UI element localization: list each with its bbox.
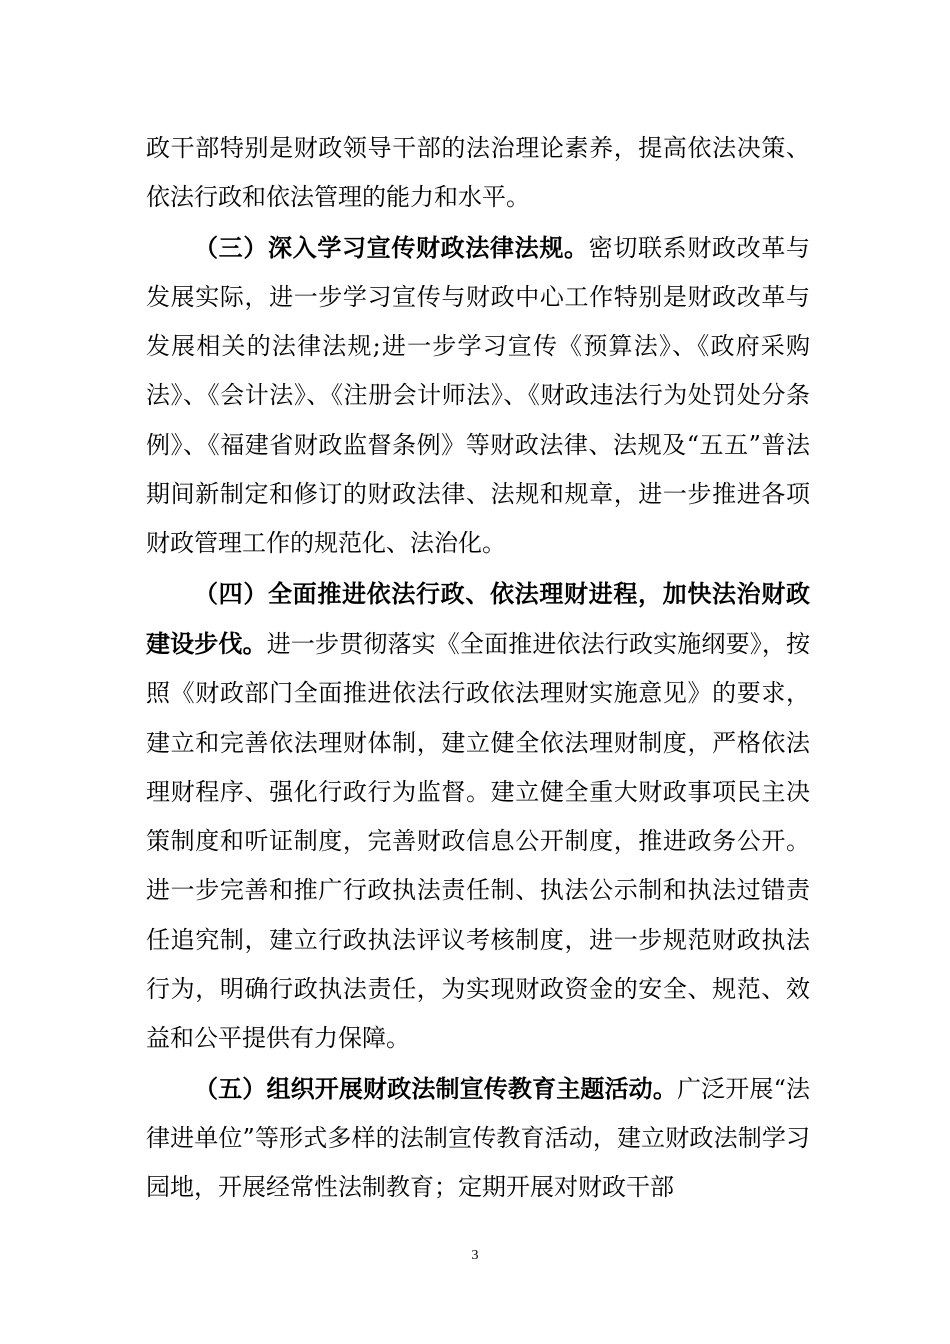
paragraph-section-5 <box>146 1064 810 1213</box>
paragraph-text: 广泛开展“法律进单位”等形式多样的法制宣传教育活动，建立财政法制学习园地，开展经常性法制教育；定期开展对财政干部 <box>146 1074 810 1202</box>
paragraph-section-4 <box>146 569 810 1064</box>
paragraph-text: 密切联系财政改革与发展实际，进一步学习宣传与财政中心工作特别是财政改革与发展相关的法律法规;进一步学习宣传《预算法》、《政府采购法》、《会计法》、《注册会计师法》、《财政违法行为处罚处分条例》、《福建省财政监督条例》等财政法律、法规及“五五”普法期间新制定和修订的财政法律、法规和规章，进一步推进各项财政管理工作的规范化、法治化。 <box>146 233 811 558</box>
section-heading: （三）深入学习宣传财政法律法规。 <box>194 232 589 262</box>
paragraph-text: 进一步贯彻落实《全面推进依法行政实施纲要》，按照《财政部门全面推进依法行政依法理财实施意见》的要求，建立和完善依法理财体制，建立健全依法理财制度，严格依法理财程序、强化行政行为监督。建立健全重大财政事项民主决策制度和听证制度，完善财政信息公开制度，推进政务公开。进一步完善和推广行政执法责任制、执法公示制和执法过错责任追究制，建立行政执法评议考核制度，进一步规范财政执法行为，明确行政执法责任，为实现财政资金的安全、规范、效益和公平提供有力保障。 <box>146 629 811 1053</box>
section-heading: （五）组织开展财政法制宣传教育主题活动。 <box>194 1073 677 1103</box>
page-number: 3 <box>471 1248 479 1263</box>
paragraph-continuation <box>146 124 810 223</box>
document-body <box>146 124 810 1213</box>
section-heading: （四）全面推进依法行政、依法理财进程，加快法治财政建设步伐。 <box>146 578 810 658</box>
paragraph-text: 政干部特别是财政领导干部的法治理论素养，提高依法决策、依法行政和依法管理的能力和水平。 <box>146 134 810 212</box>
paragraph-section-3 <box>146 223 810 569</box>
